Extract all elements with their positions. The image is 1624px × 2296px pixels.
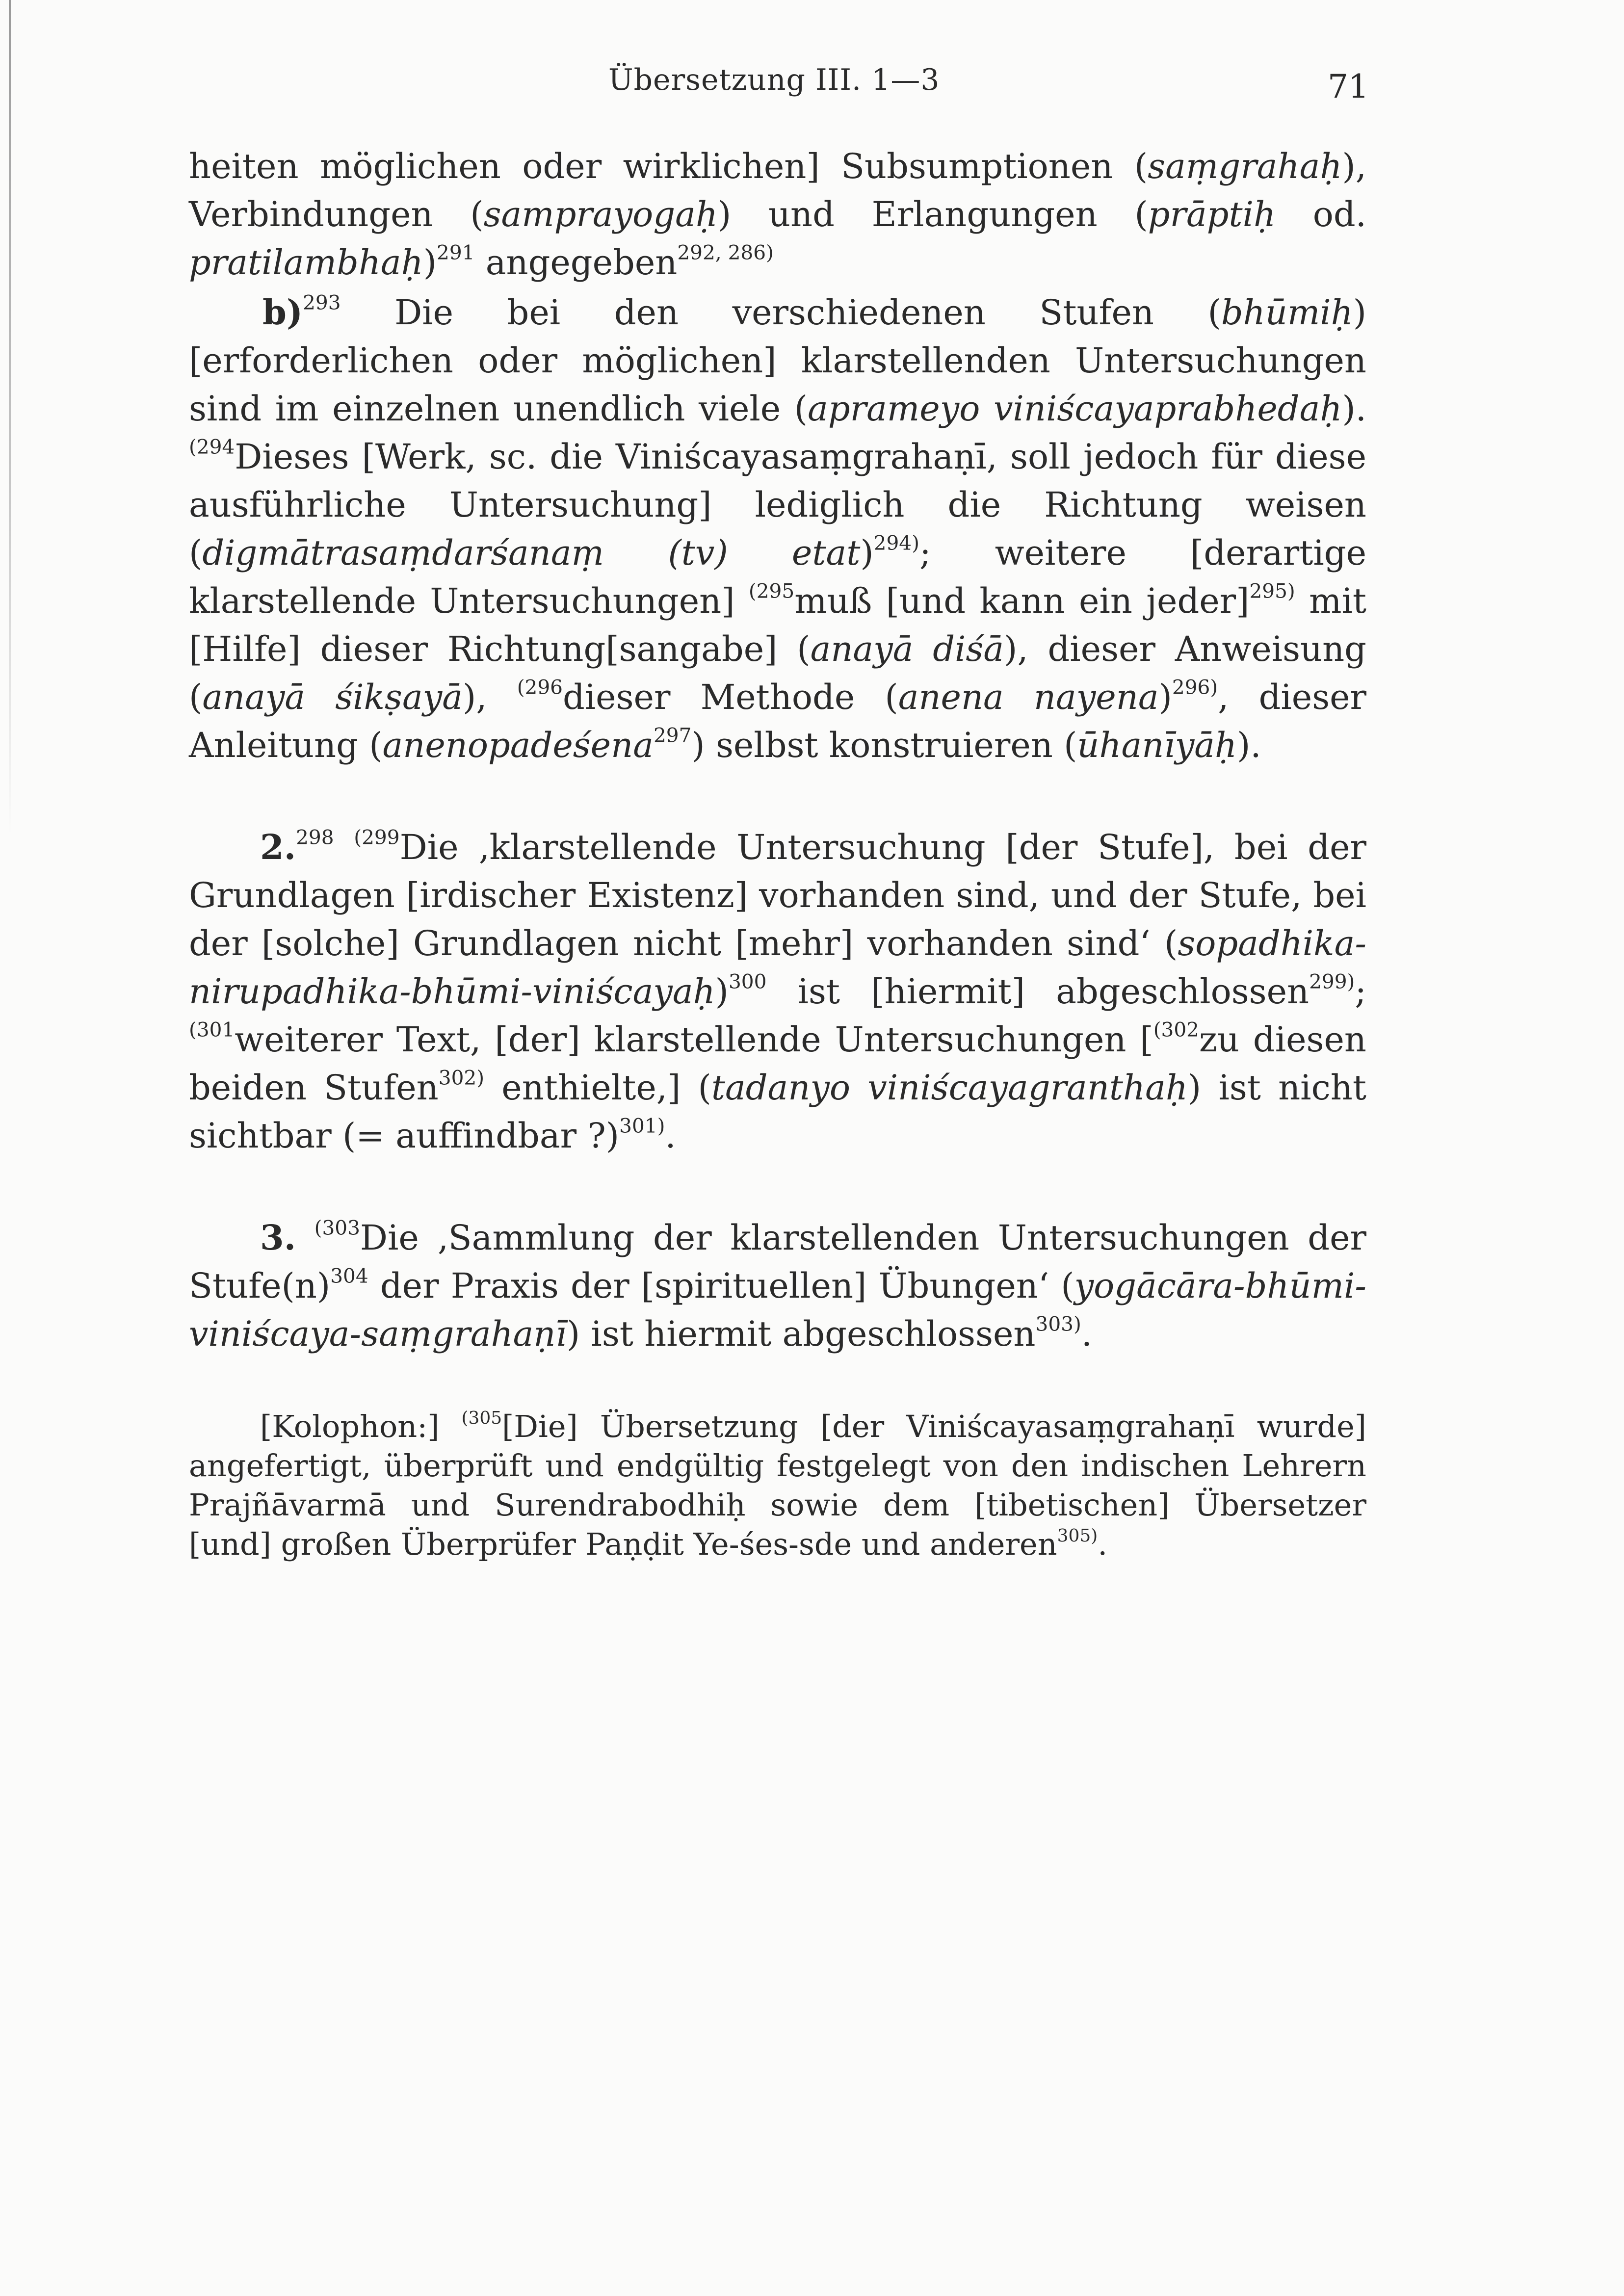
footnote-ref: 298 <box>296 825 334 849</box>
text-run: zu diesen beiden Stufen <box>189 1019 1366 1108</box>
sanskrit-term: anayā diśā <box>810 629 1004 669</box>
footnote-ref: (295 <box>748 579 795 603</box>
footnote-ref: 301) <box>619 1114 665 1138</box>
text-run: ; weitere [derartige klarstellende Untersuchungen] <box>189 533 1366 621</box>
footnote-ref: (294 <box>189 435 235 459</box>
text-run: . <box>1081 1314 1093 1354</box>
text-run: od. <box>1276 194 1366 235</box>
sanskrit-term: sopadhika-nirupadhika-bhūmi-viniścayaḥ <box>189 923 1366 1012</box>
text-run: ; <box>1355 971 1366 1012</box>
footnote-ref: 297 <box>653 723 692 747</box>
text-run: . <box>1098 1526 1108 1562</box>
section-label: 3. <box>260 1217 296 1258</box>
text-run: dieser Methode ( <box>562 677 898 717</box>
footnote-ref: (301 <box>189 1018 235 1042</box>
paragraph-3 <box>189 1214 1366 1358</box>
text-run: Die bei den verschiedenen Stufen ( <box>341 292 1221 333</box>
sanskrit-term: bhūmiḥ <box>1221 292 1353 333</box>
paragraph-continuation <box>189 142 1366 287</box>
sanskrit-term: ūhanīyāḥ <box>1077 725 1237 765</box>
text-run: [Kolophon:] <box>260 1409 462 1444</box>
text-run: ) <box>860 533 874 573</box>
paragraph-2 <box>189 823 1366 1160</box>
footnote-ref: 303) <box>1035 1312 1081 1336</box>
text-run: mit [Hilfe] dieser Richtung[sangabe] ( <box>189 581 1366 669</box>
footnote-ref: 302) <box>438 1066 485 1090</box>
text-run <box>296 1218 314 1258</box>
text-run: enthielte,] ( <box>484 1068 711 1108</box>
text-run: ) ist nicht sichtbar (= auffindbar ?) <box>189 1068 1366 1156</box>
sanskrit-term: anena nayena <box>898 677 1159 717</box>
sanskrit-term: digmātrasaṃdarśanaṃ (tv) etat <box>202 533 861 573</box>
text-run: ) <box>423 242 437 283</box>
footnote-ref: 304 <box>330 1264 368 1288</box>
footnote-ref: (305 <box>461 1408 502 1429</box>
text-run: ). <box>1342 389 1366 429</box>
sanskrit-term: aprameyo viniścayaprabhedaḥ <box>808 389 1342 429</box>
text-run: Die ‚Sammlung der klarstellenden Untersuchungen der Stufe(n) <box>189 1218 1366 1306</box>
footnote-ref: 292, 286) <box>677 240 774 264</box>
footnote-ref: (296 <box>517 675 563 699</box>
footnote-ref: (302 <box>1153 1018 1200 1042</box>
text-run: heiten möglichen oder wirklichen] Subsumptionen ( <box>189 146 1148 186</box>
section-label: b) <box>262 292 303 333</box>
text-run: , dieser Anleitung ( <box>189 677 1367 765</box>
sanskrit-term: samprayogaḥ <box>483 194 718 235</box>
text-run: ). <box>1237 725 1261 765</box>
text-run: ) und Erlangungen ( <box>717 194 1148 235</box>
paragraph-b <box>189 288 1366 769</box>
colophon <box>189 1407 1366 1564</box>
running-title: Übersetzung III. 1—3 <box>608 63 940 97</box>
sanskrit-term: tadanyo viniścayagranthaḥ <box>711 1068 1188 1108</box>
text-run: [Die] Übersetzung [der Viniścayasaṃgrahaṇī wurde] angefertigt, überprüft und endgültig festgelegt von den indischen Lehrern Prajñāvarmā und Surendrabodhiḥ sowie dem [tibetischen] Übersetzer [und] großen Überprüfer Paṇḍit Ye-śes-sde und anderen <box>189 1409 1366 1562</box>
footnote-ref: 291 <box>437 240 475 264</box>
footnote-ref: 294) <box>873 531 919 555</box>
footnote-ref: 300 <box>728 969 767 993</box>
text-run: ) [erforderlichen oder möglichen] klarstellenden Untersuchungen sind im einzelnen unendlich viele ( <box>189 292 1366 429</box>
footnote-ref: 295) <box>1249 579 1295 603</box>
text-run <box>334 827 354 867</box>
text-run: . <box>665 1116 676 1156</box>
text-run: weiterer Text, [der] klarstellende Untersuchungen [ <box>235 1019 1153 1060</box>
section-label: 2. <box>260 827 296 867</box>
sanskrit-term: anayā śikṣayā <box>202 677 463 717</box>
main-text <box>189 142 1366 1564</box>
sanskrit-term: anenopadeśena <box>382 725 654 765</box>
sanskrit-term: saṃgrahaḥ <box>1148 146 1342 186</box>
sanskrit-term: pratilambhaḥ <box>189 242 423 283</box>
text-run: ist [hiermit] abgeschlossen <box>766 971 1310 1012</box>
scan-binding-edge <box>9 0 11 834</box>
text-run: ) <box>1158 677 1172 717</box>
footnote-ref: (299 <box>354 825 400 849</box>
text-run: der Praxis der [spirituellen] Übungen‘ ( <box>368 1266 1074 1306</box>
text-run: Dieses [Werk, sc. die Viniścayasaṃgrahaṇī, soll jedoch für diese ausführliche Untersuchung] lediglich die Richtung weisen ( <box>189 437 1366 573</box>
sanskrit-term: yogācāra-bhūmi-viniścaya-saṃgrahaṇī <box>189 1266 1366 1354</box>
page-number: 71 <box>1328 68 1369 105</box>
text-run: angegeben <box>474 242 678 283</box>
text-run: ), dieser Anweisung ( <box>189 629 1366 717</box>
text-run: ) ist hiermit abgeschlossen <box>566 1314 1036 1354</box>
page-header <box>191 58 1369 112</box>
text-run: ) <box>715 971 729 1012</box>
sanskrit-term: prāptiḥ <box>1148 194 1276 235</box>
text-run: ) selbst konstruieren ( <box>691 725 1077 765</box>
footnote-ref: 305) <box>1057 1526 1098 1546</box>
text-run: ), Verbindungen ( <box>189 146 1366 235</box>
footnote-ref: 299) <box>1309 969 1355 993</box>
text-run: ), <box>462 677 517 717</box>
text-run: muß [und kann ein jeder] <box>794 581 1250 621</box>
footnote-ref: 293 <box>303 290 341 314</box>
footnote-ref: (303 <box>314 1216 360 1240</box>
footnote-ref: 296) <box>1172 675 1218 699</box>
text-run: Die ‚klarstellende Untersuchung [der Stufe], bei der Grundlagen [irdischer Existenz] vorhanden sind, und der Stufe, bei der [solche] Grundlagen nicht [mehr] vorhanden sind‘ ( <box>189 827 1366 964</box>
